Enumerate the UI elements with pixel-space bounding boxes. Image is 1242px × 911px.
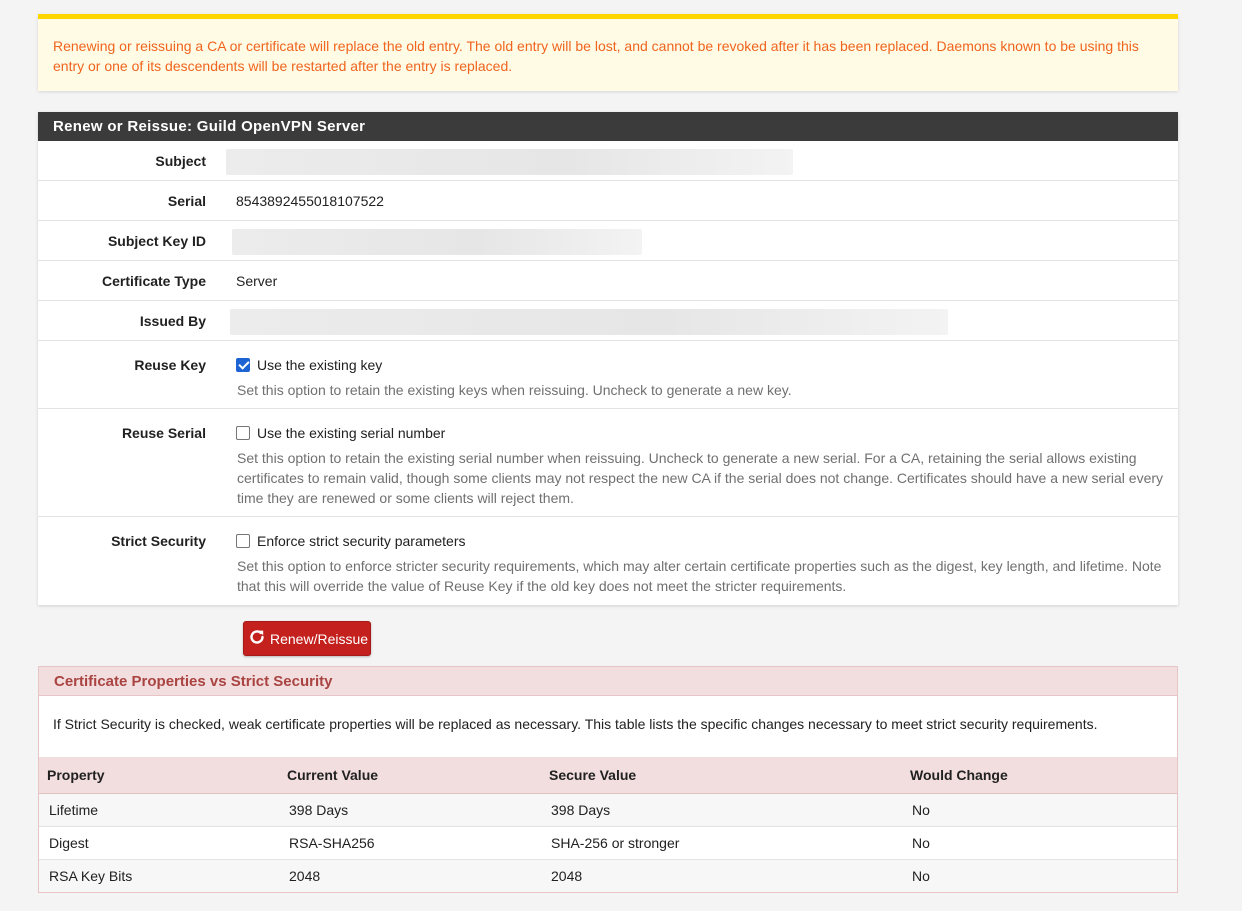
reuse-serial-help: Set this option to retain the existing serial number when reissuing. Uncheck to generate a new serial. For a CA, retaining the serial allows existing certificates to remain valid, though some clients may not respect the new CA if the serial does not change. Certificates should have a new serial every time they are renewed or some clients will reject them. [237, 450, 1164, 506]
cell-secure-value: SHA-256 or stronger [541, 826, 902, 859]
cert-properties-table [39, 757, 1177, 892]
cell-would-change: No [902, 793, 1177, 826]
column-header-would-change: Would Change [902, 757, 1177, 793]
reuse-key-checkbox-line[interactable] [236, 357, 382, 373]
serial-value: 8543892455018107522 [236, 193, 384, 209]
table-row [39, 793, 1177, 826]
renew-reissue-panel [38, 112, 1178, 605]
renew-reissue-button[interactable] [243, 621, 371, 656]
column-header-secure-value: Secure Value [541, 757, 902, 793]
serial-row [38, 181, 1178, 221]
reuse-key-label: Reuse Key [134, 357, 206, 373]
strict-security-label: Strict Security [111, 533, 206, 549]
cell-secure-value: 2048 [541, 859, 902, 892]
cell-property: Lifetime [39, 793, 279, 826]
subject-key-id-row [38, 221, 1178, 261]
reuse-serial-checkbox-line[interactable] [236, 425, 445, 441]
reuse-serial-row [38, 409, 1178, 517]
strict-security-checkbox[interactable] [236, 534, 250, 548]
cell-current-value: RSA-SHA256 [279, 826, 541, 859]
warning-alert-text: Renewing or reissuing a CA or certificate will replace the old entry. The old entry will be lost, and cannot be revoked after it has been replaced. Daemons known to be using this entry or one of its descendents will be restarted after the entry is replaced. [53, 38, 1139, 74]
certificate-type-value: Server [236, 273, 278, 289]
cell-would-change: No [902, 859, 1177, 892]
subject-label: Subject [155, 153, 206, 169]
subject-value-redacted [226, 149, 793, 175]
warning-alert [38, 14, 1178, 91]
subject-key-id-value-redacted [232, 229, 642, 255]
reuse-key-help: Set this option to retain the existing keys when reissuing. Uncheck to generate a new key. [237, 382, 792, 398]
cert-properties-title: Certificate Properties vs Strict Security [39, 667, 1177, 696]
reuse-key-checkbox[interactable] [236, 358, 250, 372]
certificate-type-row [38, 261, 1178, 301]
panel-title: Renew or Reissue: Guild OpenVPN Server [38, 112, 1178, 141]
reuse-serial-checkbox-label[interactable]: Use the existing serial number [257, 425, 446, 441]
refresh-icon [248, 628, 270, 649]
issued-by-value-redacted [230, 309, 948, 335]
cell-current-value: 2048 [279, 859, 541, 892]
subject-key-id-label: Subject Key ID [107, 233, 206, 249]
table-row [39, 826, 1177, 859]
strict-security-row [38, 517, 1178, 605]
cell-secure-value: 398 Days [541, 793, 902, 826]
reuse-serial-label: Reuse Serial [121, 425, 206, 441]
strict-security-checkbox-label[interactable]: Enforce strict security parameters [257, 533, 466, 549]
certificate-type-label: Certificate Type [102, 273, 206, 289]
reuse-key-checkbox-label[interactable]: Use the existing key [257, 357, 383, 373]
issued-by-label: Issued By [139, 313, 206, 329]
strict-security-checkbox-line[interactable] [236, 533, 466, 549]
cell-property: RSA Key Bits [39, 859, 279, 892]
strict-security-help: Set this option to enforce stricter security requirements, which may alter certain certificate properties such as the digest, key length, and lifetime. Note that this will override the value of Reuse Key if the old key does not meet the stricter requirements. [237, 558, 1162, 594]
table-row [39, 859, 1177, 892]
cell-would-change: No [902, 826, 1177, 859]
column-header-property: Property [39, 757, 279, 793]
cell-current-value: 398 Days [279, 793, 541, 826]
issued-by-row [38, 301, 1178, 341]
cert-properties-description: If Strict Security is checked, weak certificate properties will be replaced as necessary. This table lists the specific changes necessary to meet strict security requirements. [53, 716, 1098, 732]
subject-row [38, 141, 1178, 181]
table-header-row [39, 757, 1177, 793]
reuse-serial-checkbox[interactable] [236, 426, 250, 440]
cell-property: Digest [39, 826, 279, 859]
renew-reissue-button-label: Renew/Reissue [270, 630, 369, 647]
cert-properties-panel [38, 666, 1178, 893]
serial-label: Serial [167, 193, 206, 209]
reuse-key-row [38, 341, 1178, 409]
column-header-current-value: Current Value [279, 757, 541, 793]
